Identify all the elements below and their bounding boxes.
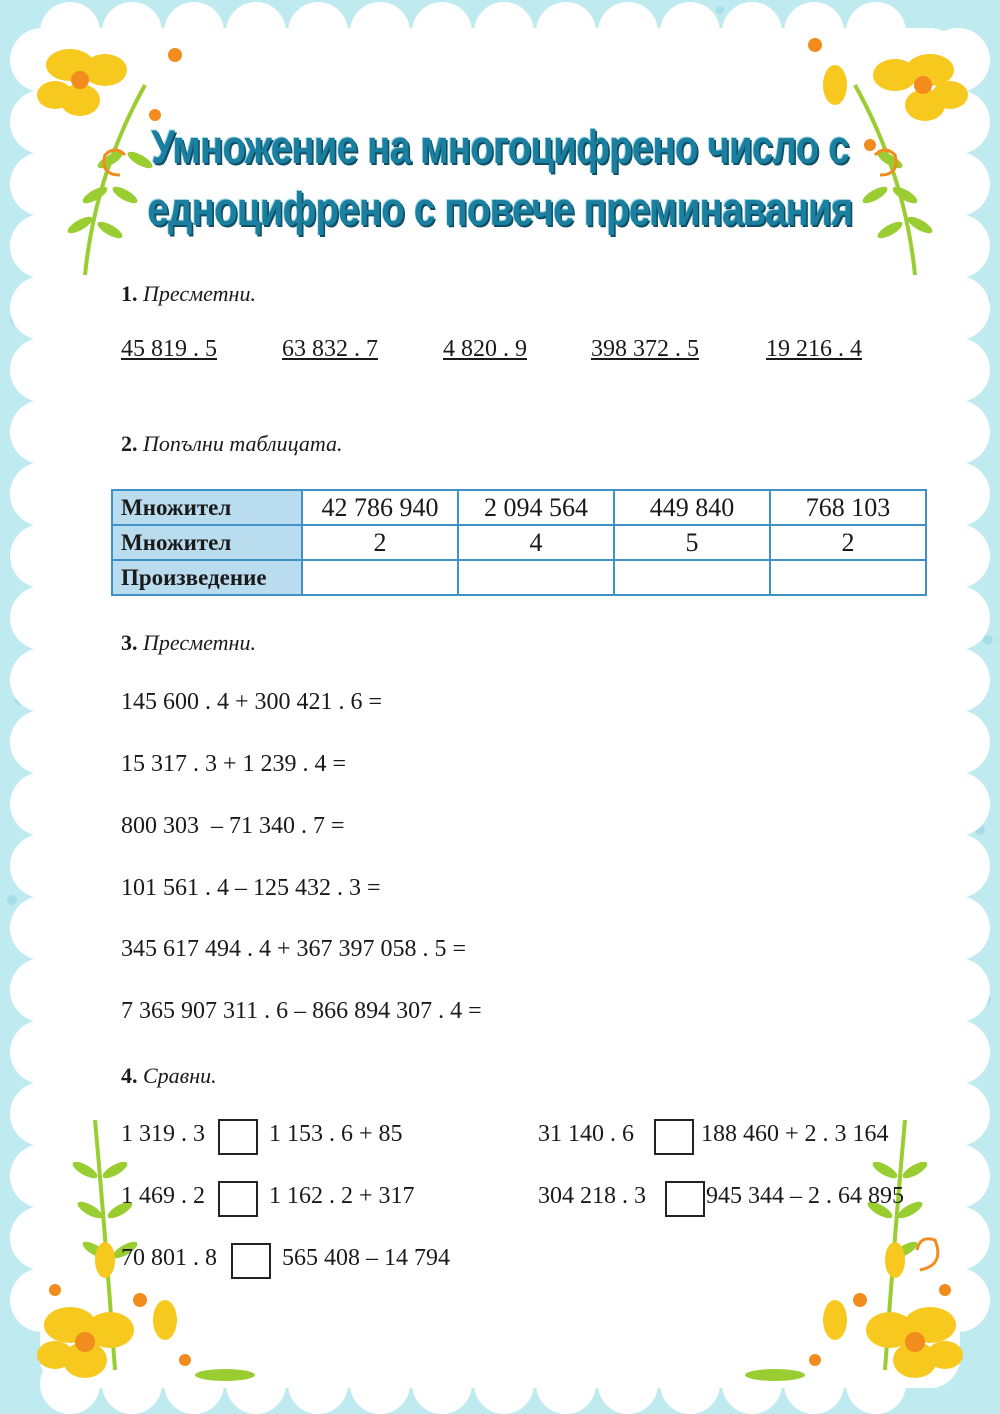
table-cell: 2 xyxy=(302,525,458,560)
scallop-bump xyxy=(10,896,74,960)
task-4-heading xyxy=(121,1063,217,1089)
table-cell: 449 840 xyxy=(614,490,770,525)
comparison-right: 945 344 – 2 . 64 895 xyxy=(706,1183,904,1209)
table-cell: 5 xyxy=(614,525,770,560)
task-3-instruction: Пресметни. xyxy=(143,630,256,655)
multiplication-table xyxy=(111,489,927,596)
comparison-left: 1 319 . 3 xyxy=(121,1121,205,1147)
scallop-bump xyxy=(536,1354,596,1414)
task-1-number: 1. xyxy=(121,281,138,306)
task-3-expression: 7 365 907 311 . 6 – 866 894 307 . 4 = xyxy=(121,998,482,1024)
product-answer-cell[interactable] xyxy=(302,560,458,595)
row-label-product: Произведение xyxy=(112,560,302,595)
worksheet-title xyxy=(90,116,910,240)
comparison-left: 70 801 . 8 xyxy=(121,1245,217,1271)
scallop-bump xyxy=(226,2,286,62)
table-row xyxy=(112,560,926,595)
comparison-answer-box[interactable] xyxy=(654,1119,694,1155)
scallop-bump xyxy=(926,710,990,774)
scallop-bump xyxy=(474,1354,534,1414)
scallop-bump xyxy=(660,1354,720,1414)
task-2-number: 2. xyxy=(121,431,138,456)
scallop-bump xyxy=(10,400,74,464)
comparison-right: 1 162 . 2 + 317 xyxy=(269,1183,415,1209)
comparison-right: 188 460 + 2 . 3 164 xyxy=(701,1121,889,1147)
product-answer-cell[interactable] xyxy=(770,560,926,595)
scallop-bump xyxy=(412,1354,472,1414)
scallop-bump xyxy=(10,586,74,650)
comparison-answer-box[interactable] xyxy=(218,1119,258,1155)
table-cell: 768 103 xyxy=(770,490,926,525)
scallop-bump xyxy=(10,524,74,588)
scallop-bump xyxy=(926,524,990,588)
comparison-right: 1 153 . 6 + 85 xyxy=(269,1121,403,1147)
scallop-bump xyxy=(10,772,74,836)
scallop-bump xyxy=(10,1020,74,1084)
title-line-1: Умножение на многоцифрено число с xyxy=(151,120,849,173)
table-cell: 4 xyxy=(458,525,614,560)
task-1-instruction: Пресметни. xyxy=(143,281,256,306)
task-1-heading xyxy=(121,281,256,307)
task-1-expression: 19 216 . 4 xyxy=(766,336,862,362)
comparison-answer-box[interactable] xyxy=(218,1181,258,1217)
scallop-bump xyxy=(926,400,990,464)
scallop-bump xyxy=(926,772,990,836)
comparison-answer-box[interactable] xyxy=(665,1181,705,1217)
comparison-left: 31 140 . 6 xyxy=(538,1121,634,1147)
scallop-bump xyxy=(926,586,990,650)
task-2-instruction: Попълни таблицата. xyxy=(143,431,343,456)
task-1-expression: 4 820 . 9 xyxy=(443,336,527,362)
task-4-instruction: Сравни. xyxy=(143,1063,217,1088)
scallop-bump xyxy=(350,1354,410,1414)
task-1-expression: 398 372 . 5 xyxy=(591,336,699,362)
scallop-bump xyxy=(10,338,74,402)
scallop-bump xyxy=(10,958,74,1022)
task-3-expression: 15 317 . 3 + 1 239 . 4 = xyxy=(121,751,347,777)
table-cell: 2 xyxy=(770,525,926,560)
scallop-bump xyxy=(926,1020,990,1084)
scallop-bump xyxy=(412,2,472,62)
scallop-bump xyxy=(536,2,596,62)
comparison-answer-box[interactable] xyxy=(231,1243,271,1279)
scallop-bump xyxy=(10,648,74,712)
scallop-bump xyxy=(288,2,348,62)
row-label-multiplier: Множител xyxy=(112,525,302,560)
scallop-bump xyxy=(10,276,74,340)
scallop-bump xyxy=(10,834,74,898)
task-3-number: 3. xyxy=(121,630,138,655)
scallop-bump xyxy=(926,462,990,526)
task-1-expression: 63 832 . 7 xyxy=(282,336,378,362)
table-row xyxy=(112,525,926,560)
task-1-expression: 45 819 . 5 xyxy=(121,336,217,362)
task-3-expression: 101 561 . 4 – 125 432 . 3 = xyxy=(121,875,381,901)
comparison-right: 565 408 – 14 794 xyxy=(282,1245,450,1271)
scallop-bump xyxy=(10,710,74,774)
task-3-expression: 345 617 494 . 4 + 367 397 058 . 5 = xyxy=(121,936,467,962)
scallop-bump xyxy=(926,276,990,340)
scallop-bump xyxy=(474,2,534,62)
task-2-heading xyxy=(121,431,343,457)
task-4-number: 4. xyxy=(121,1063,138,1088)
comparison-left: 304 218 . 3 xyxy=(538,1183,646,1209)
table-row xyxy=(112,490,926,525)
task-3-expression: 800 303 – 71 340 . 7 = xyxy=(121,813,345,839)
scallop-bump xyxy=(722,2,782,62)
scallop-bump xyxy=(926,338,990,402)
product-answer-cell[interactable] xyxy=(458,560,614,595)
scallop-bump xyxy=(926,648,990,712)
scallop-bump xyxy=(10,462,74,526)
flower-decoration-bottom-right xyxy=(715,1110,975,1400)
title-line-2: едноцифрено с повече преминавания xyxy=(147,182,853,235)
row-label-multiplier: Множител xyxy=(112,490,302,525)
scallop-bump xyxy=(350,2,410,62)
scallop-bump xyxy=(598,1354,658,1414)
task-3-heading xyxy=(121,630,256,656)
scallop-bump xyxy=(926,834,990,898)
comparison-left: 1 469 . 2 xyxy=(121,1183,205,1209)
scallop-bump xyxy=(660,2,720,62)
product-answer-cell[interactable] xyxy=(614,560,770,595)
task-3-expression: 145 600 . 4 + 300 421 . 6 = xyxy=(121,689,383,715)
scallop-bump xyxy=(926,896,990,960)
table-cell: 2 094 564 xyxy=(458,490,614,525)
scallop-bump xyxy=(598,2,658,62)
scallop-bump xyxy=(288,1354,348,1414)
table-cell: 42 786 940 xyxy=(302,490,458,525)
scallop-bump xyxy=(926,958,990,1022)
